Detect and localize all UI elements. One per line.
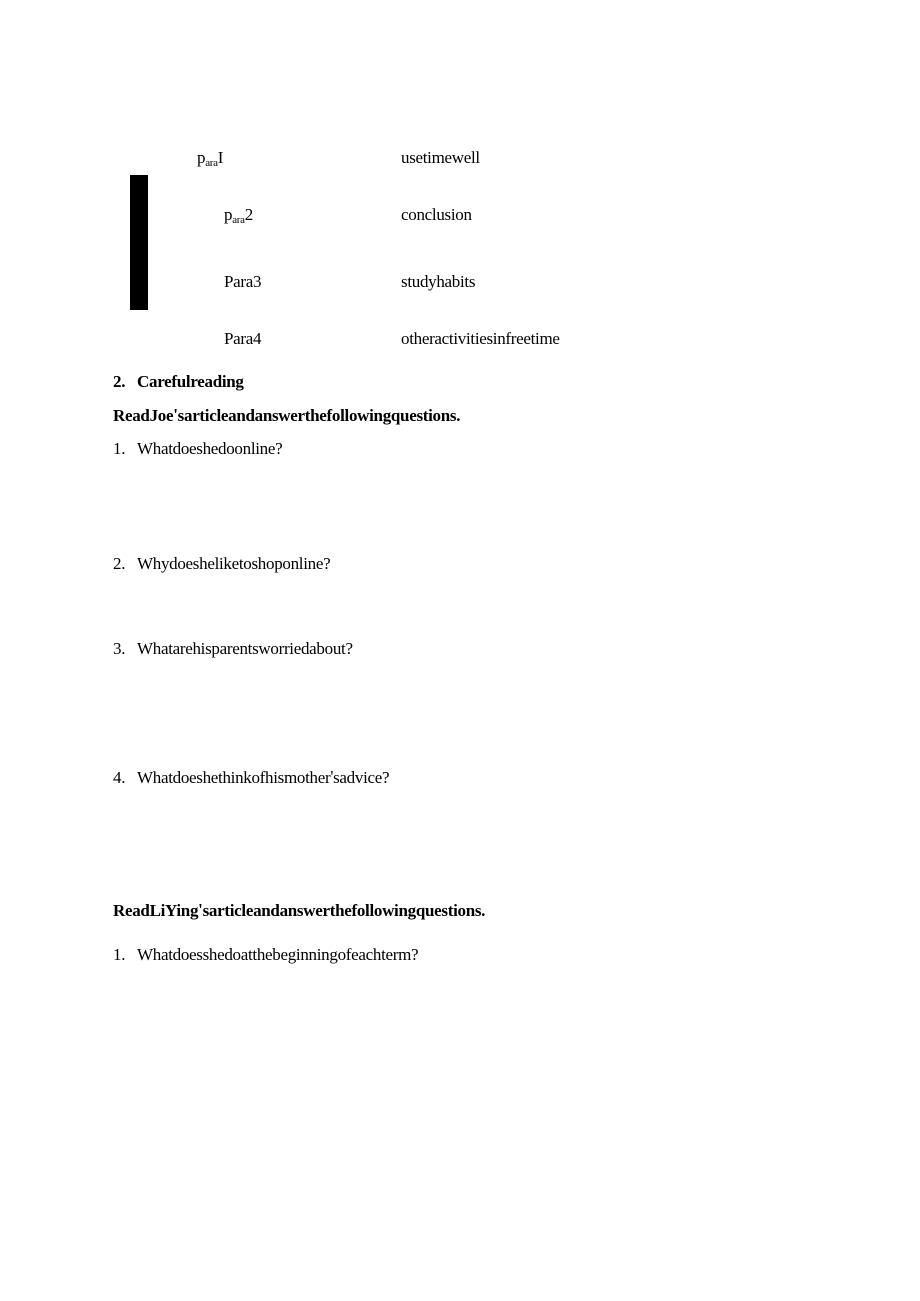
para-topic-4: otheractivitiesinfreetime: [401, 329, 560, 348]
joe-question-4: 4. Whatdoeshethinkofhismother'sadvice?: [113, 767, 390, 787]
joe-question-3: 3. Whatarehisparentsworriedabout?: [113, 639, 353, 658]
section-heading: 2. Carefulreading: [113, 372, 244, 391]
para-label-2: $p_{ara}2$: [224, 205, 253, 226]
margin-bar: [130, 175, 148, 310]
para-topic-3: studyhabits: [401, 272, 476, 291]
liying-question-1: 1. Whatdoesshedoatthebeginningofeachterm?: [113, 945, 419, 964]
para-label-1: $p_{ara}I$: [197, 148, 224, 169]
joe-question-2: 2. Whydoesheliketoshoponline?: [113, 554, 331, 573]
joe-question-1: 1. Whatdoeshedoonline?: [113, 439, 283, 458]
liying-instruction: ReadLiYing'sarticleandanswerthefollowingquestions.: [113, 900, 486, 920]
joe-instruction: ReadJoe'sarticleandanswerthefollowingquestions.: [113, 405, 461, 425]
para-label-3: Para3: [224, 272, 262, 291]
para-topic-2: conclusion: [401, 205, 472, 224]
para-label-4: Para4: [224, 329, 262, 348]
para-topic-1: usetimewell: [401, 148, 480, 167]
